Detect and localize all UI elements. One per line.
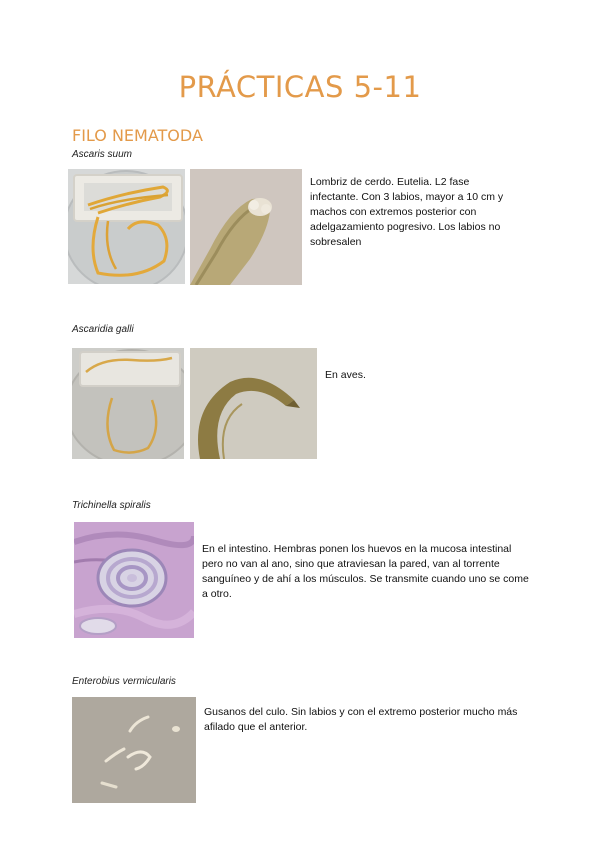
ascaris-petri-photo	[68, 169, 185, 284]
ascaridia-description: En aves.	[325, 369, 366, 381]
species-name-enterobius: Enterobius vermicularis	[72, 676, 176, 687]
species-name-ascaridia: Ascaridia galli	[72, 324, 134, 335]
enterobius-description: Gusanos del culo. Sin labios y con el extremo posterior mucho más afilado que el anterior.	[204, 706, 518, 733]
section-heading: FILO NEMATODA	[72, 126, 203, 145]
ascaridia-closeup-photo	[190, 348, 317, 459]
page-title: PRÁCTICAS 5-11	[178, 70, 422, 104]
trichinella-description: En el intestino. Hembras ponen los huevos en la mucosa intestinal pero no van al ano, sino que atraviesan la pared, van al torrente sanguíneo y de ahí a los músculos. Se transmite cuando uno se come a otro.	[202, 543, 529, 600]
ascaris-closeup-photo	[190, 169, 302, 285]
enterobius-photo	[72, 697, 196, 803]
ascaris-description: Lombriz de cerdo. Eutelia. L2 fase infectante. Con 3 labios, mayor a 10 cm y machos con extremos posterior con adelgazamiento pogresivo. Los labios no sobresalen	[310, 176, 504, 248]
species-name-trichinella: Trichinella spiralis	[72, 500, 151, 511]
species-name-ascaris: Ascaris suum	[72, 149, 133, 160]
ascaridia-petri-photo	[72, 348, 184, 459]
trichinella-histology-photo	[74, 522, 194, 638]
